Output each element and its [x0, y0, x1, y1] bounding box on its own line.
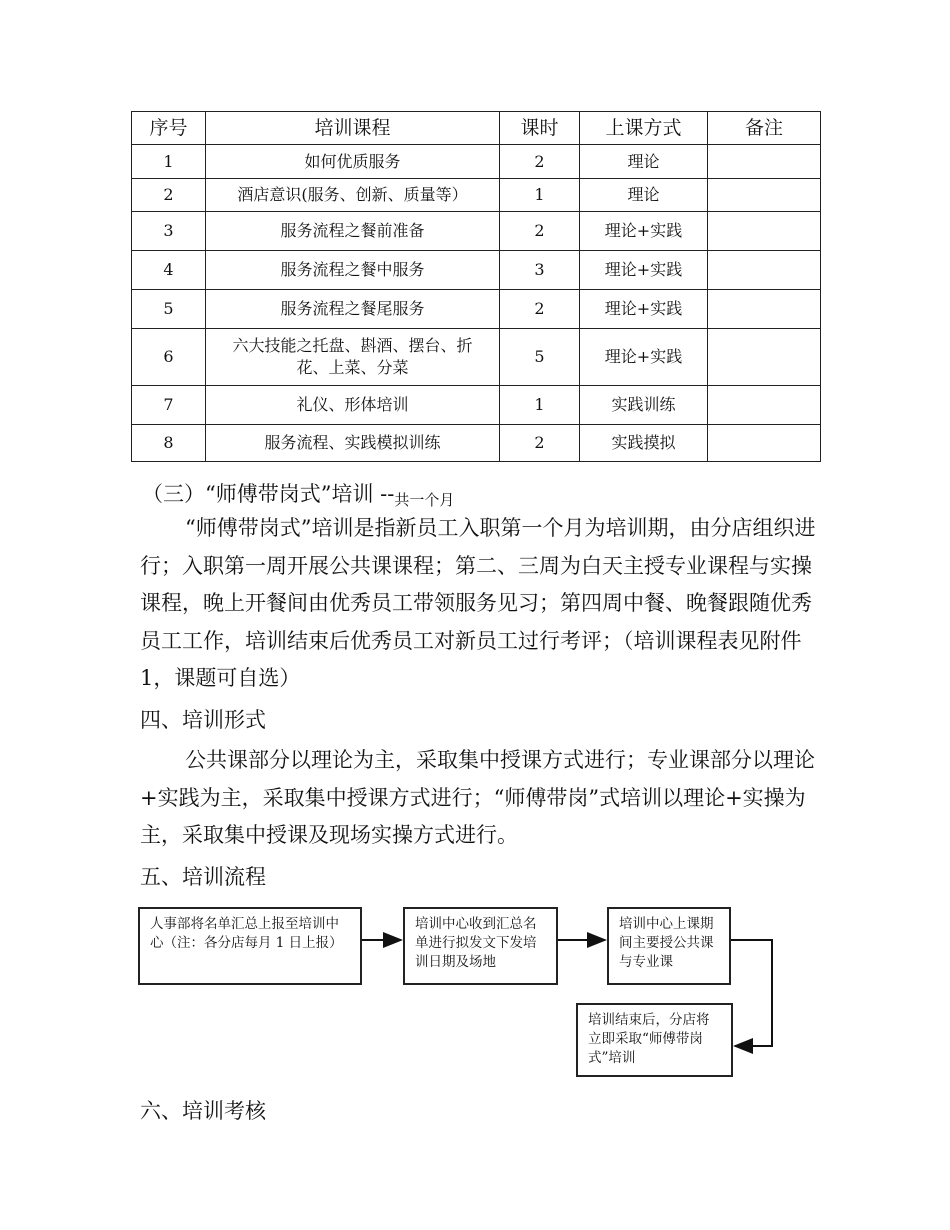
- row-no: 8: [132, 425, 206, 462]
- row-method: 理论+实践: [580, 290, 708, 329]
- row-no: 6: [132, 329, 206, 386]
- row-hours: 2: [500, 290, 580, 329]
- section3-heading-text: （三）“师傅带岗式”培训 --: [142, 482, 395, 506]
- row-no: 1: [132, 145, 206, 179]
- row-method: 理论+实践: [580, 212, 708, 251]
- row-no: 3: [132, 212, 206, 251]
- section4-heading: 四、培训形式: [140, 708, 266, 732]
- row-course: 酒店意识(服务、创新、质量等）: [206, 179, 500, 212]
- row-course: 六大技能之托盘、斟酒、摆台、折花、上菜、分菜: [206, 329, 500, 386]
- row-course: 服务流程之餐中服务: [206, 251, 500, 290]
- header-no: 序号: [132, 112, 206, 145]
- flow-step-4-text: 培训结束后，分店将立即采取“师傅带岗式”培训: [588, 1012, 710, 1066]
- row-method: 理论+实践: [580, 251, 708, 290]
- section4-paragraph: 公共课部分以理论为主，采取集中授课方式进行；专业课部分以理论+实践为主，采取集中授课方式进行；“师傅带岗”式培训以理论+实操为主，采取集中授课及现场实操方式进行。: [140, 748, 815, 847]
- header-hours: 课时: [500, 112, 580, 145]
- row-course: 服务流程之餐前准备: [206, 212, 500, 251]
- header-method: 上课方式: [580, 112, 708, 145]
- section3-heading-suffix: 共一个月: [394, 491, 455, 509]
- row-no: 2: [132, 179, 206, 212]
- row-method: 理论: [580, 179, 708, 212]
- row-no: 7: [132, 386, 206, 425]
- flow-step-1-text: 人事部将名单汇总上报至培训中心（注：各分店每月 1 日上报）: [150, 916, 343, 951]
- flow-step-2-text: 培训中心收到汇总名单进行拟发文下发培训日期及场地: [415, 916, 537, 970]
- row-hours: 2: [500, 425, 580, 462]
- flow-arrow-3-4: [731, 940, 772, 1046]
- row-no: 5: [132, 290, 206, 329]
- row-course: 如何优质服务: [206, 145, 500, 179]
- flow-step-3-text: 培训中心上课期间主要授公共课与专业课: [619, 916, 714, 970]
- row-course: 礼仪、形体培训: [206, 386, 500, 425]
- row-no: 4: [132, 251, 206, 290]
- row-hours: 1: [500, 179, 580, 212]
- row-hours: 1: [500, 386, 580, 425]
- section3-paragraph: “师傅带岗式”培训是指新员工入职第一个月为培训期，由分店组织进行；入职第一周开展公共课课程；第二、三周为白天主授专业课程与实操课程，晚上开餐间由优秀员工带领服务见习；第四周中餐、晚餐跟随优秀员工工作，培训结束后优秀员工对新员工过行考评；（培训课程表见附件 1，课题可自选）: [140, 516, 816, 690]
- row-method: 实践训练: [580, 386, 708, 425]
- row-hours: 2: [500, 212, 580, 251]
- row-method: 理论: [580, 145, 708, 179]
- section5-heading: 五、培训流程: [140, 865, 266, 889]
- header-note: 备注: [708, 112, 821, 145]
- row-hours: 3: [500, 251, 580, 290]
- header-course: 培训课程: [206, 112, 500, 145]
- row-course: 服务流程、实践模拟训练: [206, 425, 500, 462]
- row-method: 理论+实践: [580, 329, 708, 386]
- section6-heading: 六、培训考核: [140, 1099, 266, 1123]
- row-hours: 2: [500, 145, 580, 179]
- row-hours: 5: [500, 329, 580, 386]
- row-course: 服务流程之餐尾服务: [206, 290, 500, 329]
- row-method: 实践摸拟: [580, 425, 708, 462]
